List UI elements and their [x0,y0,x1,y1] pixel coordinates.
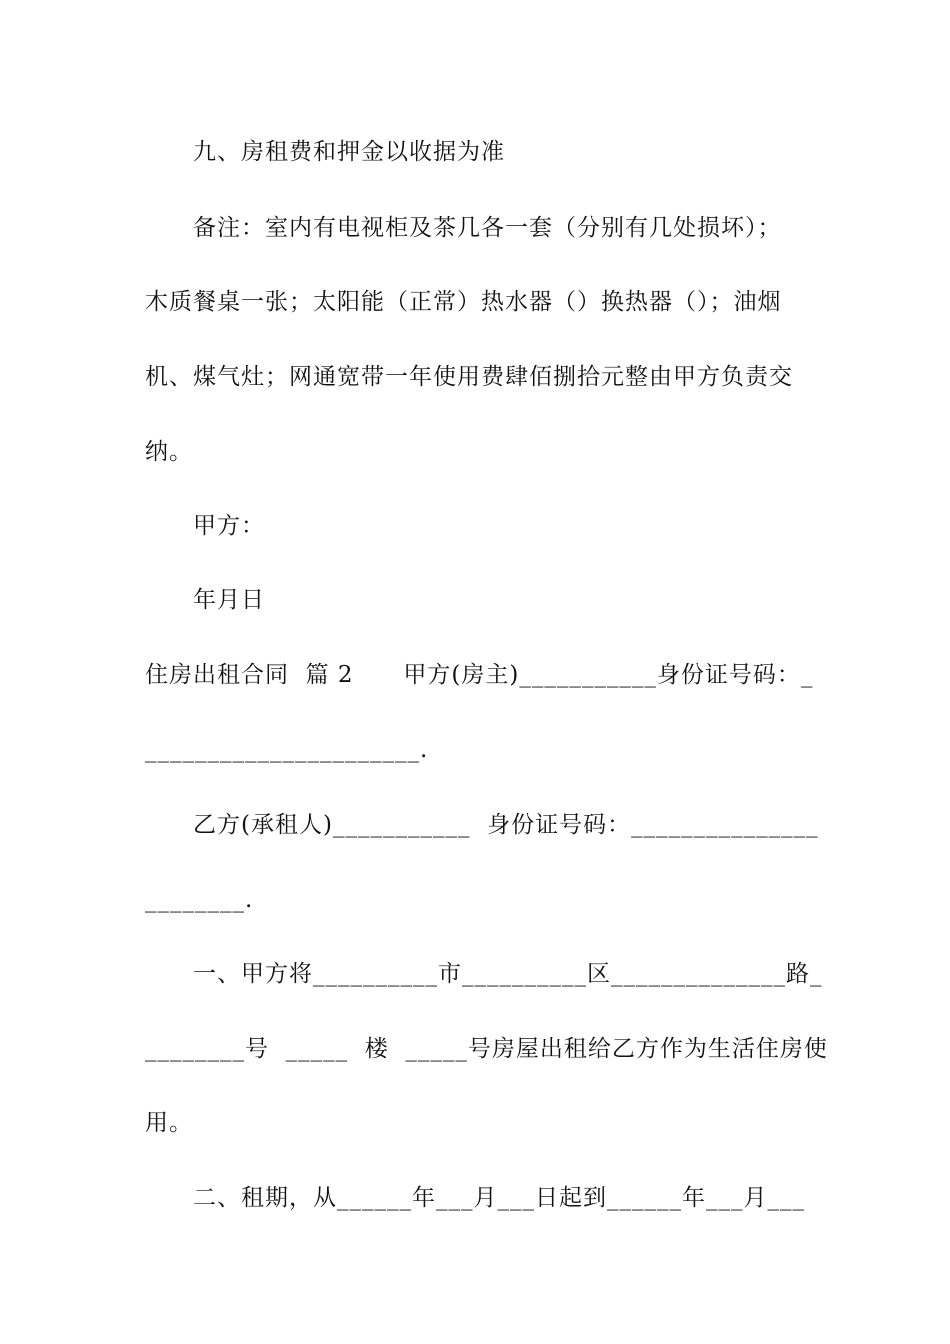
clause-nine: 九、房租费和押金以收据为准 [193,139,505,165]
remarks-line-3: 机、煤气灶；网通宽带一年使用费肆佰捌拾元整由甲方负责交 [145,364,793,390]
party-b-id-continuation: ________. [145,887,254,913]
remarks-line-4: 纳。 [145,439,193,465]
clause-one-line-2: ________号 _____ 楼 _____号房屋出租给乙方作为生活住房使 [145,1036,828,1062]
party-a-signature: 甲方： [193,513,265,539]
remarks-line-1: 备注：室内有电视柜及茶几各一套（分别有几处损坏）； [193,215,782,241]
clause-one-line-1: 一、甲方将__________市__________区______________路_ [193,961,823,987]
clause-one-line-3: 用。 [145,1110,193,1136]
date-line: 年月日 [193,587,265,613]
clause-two-line-1: 二、租期，从______年___月___日起到______年___月___ [193,1185,805,1211]
remarks-line-2: 木质餐桌一张；太阳能（正常）热水器（）换热器（）；油烟 [145,289,782,315]
contract-title-line: 住房出租合同 篇 2 甲方(房主)___________身份证号码：_ [145,662,814,688]
id-number-continuation: ______________________. [145,737,429,763]
party-b-line: 乙方(承租人)___________ 身份证号码：_______________ [193,812,819,838]
